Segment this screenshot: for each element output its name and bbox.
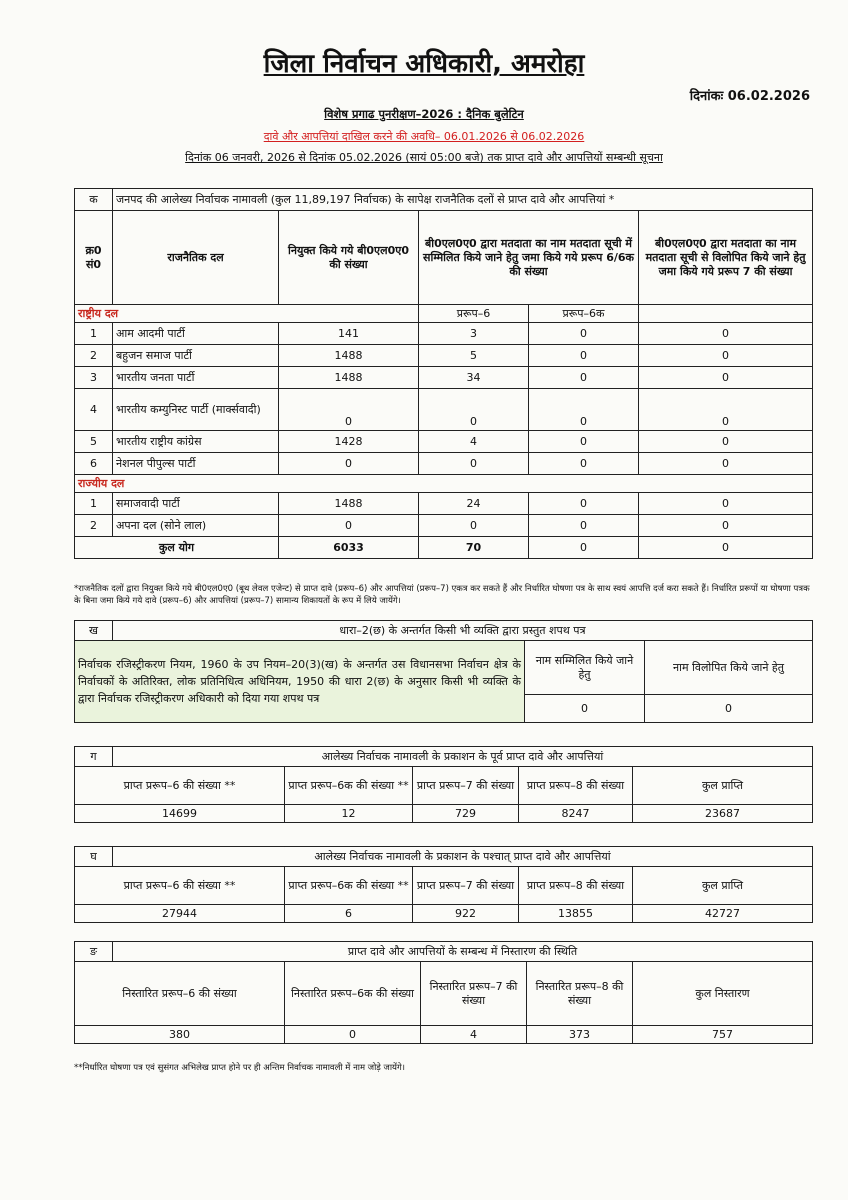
col-header: प्राप्त प्ररूप–6 की संख्या ** <box>75 767 285 805</box>
bla-cell: 0 <box>279 453 419 475</box>
value-cell: 922 <box>413 905 519 923</box>
value-cell: 6 <box>285 905 413 923</box>
col-header: प्राप्त प्ररूप–6 की संख्या ** <box>75 867 285 905</box>
sub-form6: प्ररूप–6 <box>419 305 529 323</box>
table-row <box>75 367 813 389</box>
section-heading: आलेख्य निर्वाचक नामावली के प्रकाशन के पश्चात् प्राप्त दावे और आपत्तियां <box>113 847 813 867</box>
form6k-cell: 0 <box>529 389 639 431</box>
bla-cell: 1488 <box>279 345 419 367</box>
col-bla-header: नियुक्त किये गये बी0एल0ए0 की संख्या <box>279 211 419 305</box>
serial-cell: 1 <box>75 493 113 515</box>
value-cell: 14699 <box>75 805 285 823</box>
col-header: निस्तारित प्ररूप–6 की संख्या <box>75 962 285 1026</box>
table-row <box>75 323 813 345</box>
section-heading: आलेख्य निर्वाचक नामावली के प्रकाशन के पूर्व प्राप्त दावे और आपत्तियां <box>113 747 813 767</box>
form6-cell: 4 <box>419 431 529 453</box>
claim-period: दावे और आपत्तियां दाखिल करने की अवधि– 06.01.2026 से 06.02.2026 <box>263 130 585 143</box>
bla-cell: 0 <box>279 515 419 537</box>
form6-cell: 24 <box>419 493 529 515</box>
col-header: कुल प्राप्ति <box>633 867 813 905</box>
form7-cell: 0 <box>639 345 813 367</box>
section-heading: प्राप्त दावे और आपत्तियों के सम्बन्ध में निस्तारण की स्थिति <box>113 942 813 962</box>
form6k-cell: 0 <box>529 367 639 389</box>
table-row <box>75 493 813 515</box>
value-cell: 23687 <box>633 805 813 823</box>
value-cell: 0 <box>285 1026 421 1044</box>
form6-cell: 34 <box>419 367 529 389</box>
col-form6-header: बी0एल0ए0 द्वारा मतदाता का नाम मतदाता सूची में सम्मिलित किये जाने हेतु जमा किये गये प्ररूप 6/6क की संख्या <box>419 211 639 305</box>
form6-cell: 5 <box>419 345 529 367</box>
party-cell: आम आदमी पार्टी <box>113 323 279 345</box>
section-heading: धारा–2(छ) के अन्तर्गत किसी भी व्यक्ति द्वारा प्रस्तुत शपथ पत्र <box>113 621 813 641</box>
col-header: प्राप्त प्ररूप–7 की संख्या <box>413 867 519 905</box>
info-line: दिनांक 06 जनवरी, 2026 से दिनांक 05.02.2026 (सायं 05:00 बजे) तक प्राप्त दावे और आपत्तियों सम्बन्धी सूचना <box>185 151 663 164</box>
form6-cell: 0 <box>419 453 529 475</box>
party-cell: अपना दल (सोने लाल) <box>113 515 279 537</box>
serial-cell: 1 <box>75 323 113 345</box>
serial-cell: 3 <box>75 367 113 389</box>
total-form6k: 0 <box>529 537 639 559</box>
section-letter: घ <box>75 847 113 867</box>
sub-form6k: प्ररूप–6क <box>529 305 639 323</box>
col-include-header: नाम सम्मिलित किये जाने हेतु <box>525 641 645 695</box>
serial-cell: 2 <box>75 345 113 367</box>
table-row <box>75 515 813 537</box>
form7-cell: 0 <box>639 493 813 515</box>
bla-cell: 0 <box>279 389 419 431</box>
disposal-status-table <box>74 941 813 1044</box>
form6k-cell: 0 <box>529 515 639 537</box>
bla-cell: 141 <box>279 323 419 345</box>
form6k-cell: 0 <box>529 345 639 367</box>
affidavit-description: निर्वाचक रजिस्ट्रीकरण नियम, 1960 के उप नियम–20(3)(ख) के अन्तर्गत उस विधानसभा निर्वाचन क्षेत्र के निर्वाचकों के अतिरिक्त, लोक प्रतिनिधित्व अधिनियम, 1950 की धारा 2(छ) के अनुसार किसी भी व्यक्ति के द्वारा निर्वाचक रजिस्ट्रीकरण अधिकारी को दिया गया शपथ पत्र <box>75 641 525 723</box>
col-header: निस्तारित प्ररूप–8 की संख्या <box>527 962 633 1026</box>
value-cell: 380 <box>75 1026 285 1044</box>
include-value: 0 <box>525 695 645 723</box>
table-row <box>75 389 813 431</box>
value-cell: 8247 <box>519 805 633 823</box>
serial-cell: 5 <box>75 431 113 453</box>
form6k-cell: 0 <box>529 323 639 345</box>
total-row <box>75 537 813 559</box>
party-cell: नेशनल पीपुल्स पार्टी <box>113 453 279 475</box>
value-cell: 13855 <box>519 905 633 923</box>
party-claims-table <box>74 188 813 559</box>
col-delete-header: नाम विलोपित किये जाने हेतु <box>645 641 813 695</box>
page-title: जिला निर्वाचन अधिकारी, अमरोहा <box>263 49 585 79</box>
bulletin-subtitle: विशेष प्रगाढ पुनरीक्षण–2026 : दैनिक बुलेटिन <box>324 107 524 121</box>
value-cell: 42727 <box>633 905 813 923</box>
party-cell: बहुजन समाज पार्टी <box>113 345 279 367</box>
section-letter: क <box>75 189 113 211</box>
table-row <box>75 345 813 367</box>
bla-cell: 1428 <box>279 431 419 453</box>
bulletin-date: दिनांकः 06.02.2026 <box>689 89 810 104</box>
value-cell: 27944 <box>75 905 285 923</box>
post-publication-table <box>74 846 813 923</box>
form6-cell: 0 <box>419 515 529 537</box>
col-header: प्राप्त प्ररूप–8 की संख्या <box>519 767 633 805</box>
col-header: कुल निस्तारण <box>633 962 813 1026</box>
party-cell: भारतीय राष्ट्रीय कांग्रेस <box>113 431 279 453</box>
form7-cell: 0 <box>639 515 813 537</box>
col-header: निस्तारित प्ररूप–6क की संख्या <box>285 962 421 1026</box>
col-header: निस्तारित प्ररूप–7 की संख्या <box>421 962 527 1026</box>
section-letter: ग <box>75 747 113 767</box>
col-header: प्राप्त प्ररूप–7 की संख्या <box>413 767 519 805</box>
col-header: प्राप्त प्ररूप–6क की संख्या ** <box>285 867 413 905</box>
bla-cell: 1488 <box>279 367 419 389</box>
serial-cell: 6 <box>75 453 113 475</box>
total-form6: 70 <box>419 537 529 559</box>
form7-cell: 0 <box>639 389 813 431</box>
section-letter: ङ <box>75 942 113 962</box>
form7-cell: 0 <box>639 431 813 453</box>
value-cell: 373 <box>527 1026 633 1044</box>
total-bla: 6033 <box>279 537 419 559</box>
col-header: प्राप्त प्ररूप–8 की संख्या <box>519 867 633 905</box>
form6k-cell: 0 <box>529 493 639 515</box>
form6-cell: 3 <box>419 323 529 345</box>
form7-cell: 0 <box>639 367 813 389</box>
col-header: प्राप्त प्ररूप–6क की संख्या ** <box>285 767 413 805</box>
col-header: कुल प्राप्ति <box>633 767 813 805</box>
value-cell: 4 <box>421 1026 527 1044</box>
serial-cell: 2 <box>75 515 113 537</box>
col-party-header: राजनैतिक दल <box>113 211 279 305</box>
value-cell: 12 <box>285 805 413 823</box>
section-heading: जनपद की आलेख्य निर्वाचक नामावली (कुल 11,89,197 निर्वाचक) के सापेक्ष राजनैतिक दलों से प्राप्त दावे और आपत्तियां * <box>113 189 813 211</box>
state-parties-label: राज्यीय दल <box>75 475 813 493</box>
pre-publication-table <box>74 746 813 823</box>
col-serial-header: क्र0 सं0 <box>75 211 113 305</box>
party-cell: समाजवादी पार्टी <box>113 493 279 515</box>
form6k-cell: 0 <box>529 431 639 453</box>
total-label: कुल योग <box>75 537 279 559</box>
national-parties-label: राष्ट्रीय दल <box>75 305 419 323</box>
party-cell: भारतीय कम्युनिस्ट पार्टी (मार्क्सवादी) <box>113 389 279 431</box>
delete-value: 0 <box>645 695 813 723</box>
section-letter: ख <box>75 621 113 641</box>
form7-cell: 0 <box>639 323 813 345</box>
total-form7: 0 <box>639 537 813 559</box>
form6-cell: 0 <box>419 389 529 431</box>
form6k-cell: 0 <box>529 453 639 475</box>
footer-note: **निर्धारित घोषणा पत्र एवं सुसंगत अभिलेख प्राप्त होने पर ही अन्तिम निर्वाचक नामावली में नाम जोड़े जायेंगे। <box>74 1063 405 1073</box>
value-cell: 729 <box>413 805 519 823</box>
affidavit-table <box>74 620 813 723</box>
table-row <box>75 453 813 475</box>
party-footnote: *राजनैतिक दलों द्वारा नियुक्त किये गये बी0एल0ए0 (बूथ लेवल एजेन्ट) से प्राप्त दावे (प्ररूप–6) और आपत्तियां (प्ररूप–7) एकत्र कर सकते हैं और निर्धारित घोषणा पत्र के साथ स्वयं आपत्ति दर्ज करा सकते हैं। निर्धारित प्ररूपों या घोषणा पत्रक के बिना जमा किये गये दावे (प्ररूप–6) और आपत्तियां (प्ररूप–7) सामान्य शिकायतों के रूप में लिये जायेंगे। <box>74 584 810 606</box>
value-cell: 757 <box>633 1026 813 1044</box>
bla-cell: 1488 <box>279 493 419 515</box>
party-cell: भारतीय जनता पार्टी <box>113 367 279 389</box>
col-form7-header: बी0एल0ए0 द्वारा मतदाता का नाम मतदाता सूची से विलोपित किये जाने हेतु जमा किये गये प्ररूप 7 की संख्या <box>639 211 813 305</box>
table-row <box>75 431 813 453</box>
form7-cell: 0 <box>639 453 813 475</box>
serial-cell: 4 <box>75 389 113 431</box>
